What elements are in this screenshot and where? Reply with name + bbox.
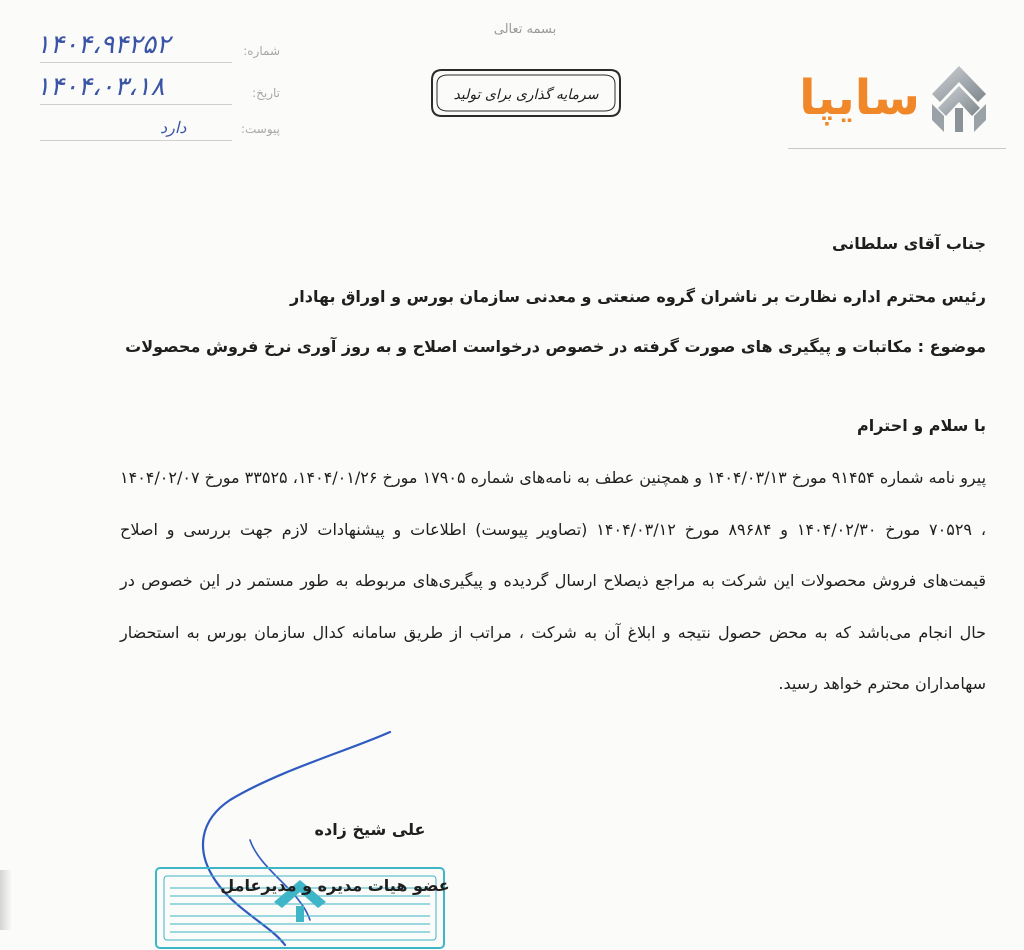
header-rule (788, 148, 1006, 149)
signatory-title: عضو هیات مدیره و مدیرعامل (220, 876, 450, 895)
motto-cartouche (428, 66, 624, 120)
saipa-logo (780, 58, 990, 138)
date-label: تاریخ: (252, 86, 280, 100)
attachment-label: پیوست: (240, 122, 280, 136)
motto-text: سرمایه گذاری برای تولید (453, 87, 599, 103)
number-line (40, 62, 232, 63)
recipient: جناب آقای سلطانی (832, 234, 986, 253)
date-value: ۱۴۰۴،۰۳،۱۸ (36, 72, 165, 102)
bismillah-text: بسمه تعالی (493, 22, 557, 37)
page-edge-shadow (0, 870, 12, 930)
saipa-emblem-icon (928, 64, 990, 134)
date-line (40, 104, 232, 105)
attachment-line (40, 140, 232, 141)
letter-body: پیرو نامه شماره ۹۱۴۵۴ مورخ ۱۴۰۴/۰۳/۱۳ و همچنین عطف به نامه‌های شماره ۱۷۹۰۵ مورخ ۱۴۰۴/۰۱/۲۶، ۳۳۵۲۵ مورخ ۱۴۰۴/۰۲/۰۷ ، ۷۰۵۲۹ مورخ ۱۴۰۴/۰۲/۳۰ و ۸۹۶۸۴ مورخ ۱۴۰۴/۰۳/۱۲ (تصاویر پیوست) اطلاعات و پیشنهادات لازم جهت بررسی و اصلاح قیمت‌های فروش محصولات این شرکت به مراجع ذیصلاح ارسال گردیده و پیگیری‌های مربوطه به طور مستمر در این خصوص در حال انجام می‌باشد که به محض حصول نتیجه و ابلاغ آن به شرکت ، مراتب از طریق سامانه کدال سازمان بورس به استحضار سهامداران محترم خواهد رسید. (120, 468, 987, 693)
recipient-title: رئیس محترم اداره نظارت بر ناشران گروه صنعتی و معدنی سازمان بورس و اوراق بهادار (290, 287, 986, 306)
company-stamp (150, 858, 450, 950)
letter-date-row (30, 72, 280, 108)
number-label: شماره: (243, 44, 280, 58)
attachment-value: دارد (160, 118, 187, 137)
number-value: ۱۴۰۴،۹۴۲۵۲ (36, 30, 171, 60)
logo-wordmark: سایپا (799, 70, 920, 126)
attachment-row (30, 114, 280, 144)
greeting: با سلام و احترام (857, 416, 986, 435)
signatory-name: علی شیخ زاده (314, 820, 426, 839)
letter-number-row (30, 30, 280, 66)
subject-line: موضوع : مکاتبات و پیگیری های صورت گرفته در خصوص درخواست اصلاح و به روز آوری نرخ فروش محصولات (125, 337, 986, 356)
